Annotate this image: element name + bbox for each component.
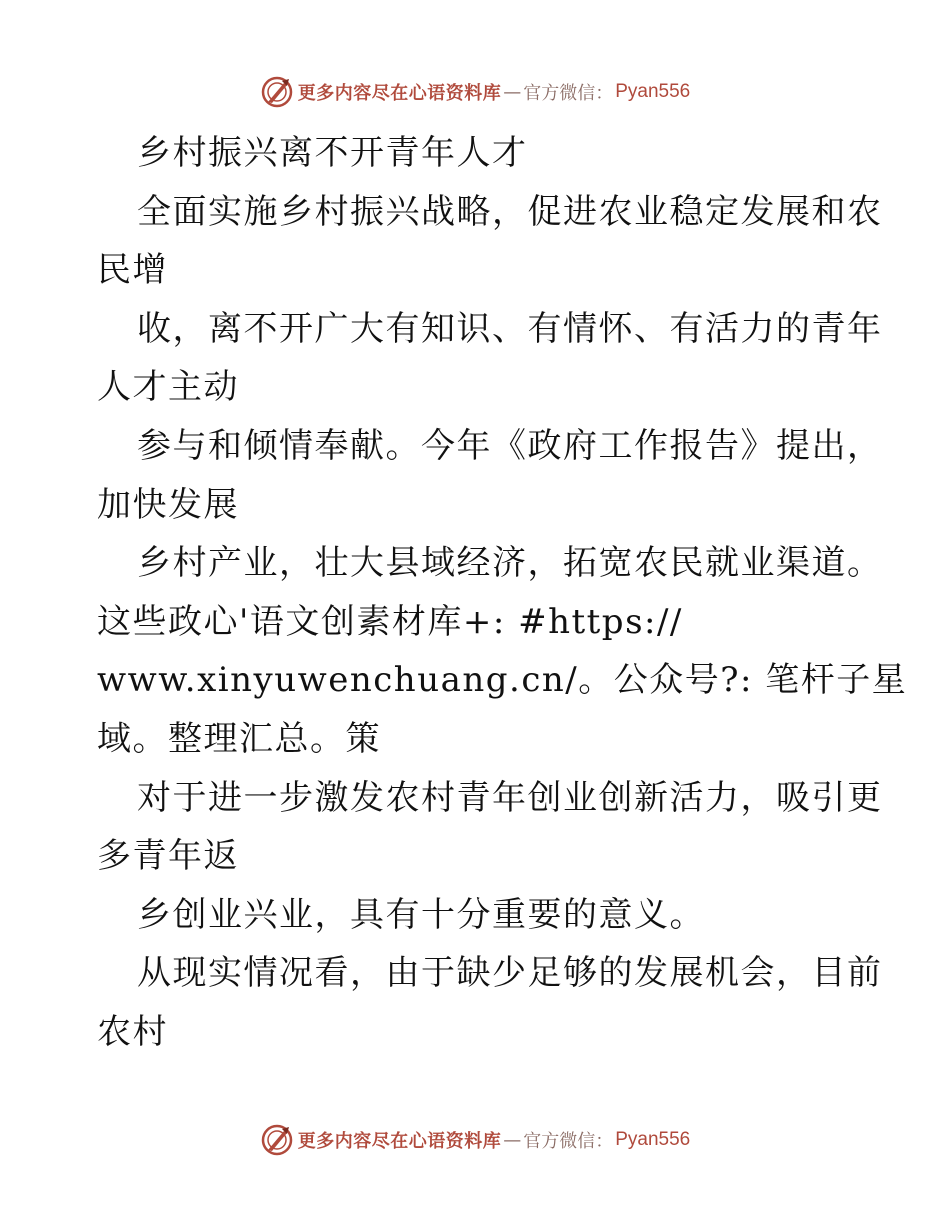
paragraph-line: 乡村产业，壮大县域经济，拓宽农民就业渠道。 xyxy=(137,543,883,584)
quill-seal-logo-icon xyxy=(260,75,294,109)
paragraph-line: 对于进一步激发农村青年创业创新活力，吸引更 xyxy=(137,777,883,818)
quill-seal-logo-icon xyxy=(260,1123,294,1157)
paragraph-line: 加快发展 xyxy=(97,484,239,525)
paragraph-line: 从现实情况看，由于缺少足够的发展机会，目前 xyxy=(137,953,883,994)
banner-title: 更多内容尽在心语资料库 xyxy=(297,83,502,104)
banner-dash: — xyxy=(503,81,522,103)
document-body xyxy=(97,124,908,1062)
banner-wechat-label: 官方微信： xyxy=(523,1131,614,1152)
paragraph-line: 域。整理汇总。策 xyxy=(97,718,381,759)
paragraph-line: 多青年返 xyxy=(97,836,239,877)
paragraph-line: 参与和倾情奉献。今年《政府工作报告》提出， xyxy=(137,425,883,466)
banner-wechat-label: 官方微信： xyxy=(523,83,614,104)
banner-wechat-id: Pyan556 xyxy=(615,81,691,102)
paragraph-line: 全面实施乡村振兴战略，促进农业稳定发展和农 xyxy=(137,191,883,232)
banner-title: 更多内容尽在心语资料库 xyxy=(297,1131,502,1152)
paragraph-line-url: www.xinyuwenchuang.cn/。公众号?: 笔杆子星 xyxy=(97,660,908,701)
footer-watermark-banner xyxy=(0,1120,950,1160)
paragraph-line: 人才主动 xyxy=(97,367,239,408)
paragraph-line-url: 这些政心'语文创素材库+: #https:// xyxy=(97,601,683,642)
paragraph-line: 农村 xyxy=(97,1011,168,1052)
paragraph-line: 乡创业兴业，具有十分重要的意义。 xyxy=(137,894,705,935)
paragraph-line: 乡村振兴离不开青年人才 xyxy=(137,133,528,173)
banner-wechat-id: Pyan556 xyxy=(615,1129,691,1150)
banner-dash: — xyxy=(503,1129,522,1151)
paragraph-line: 收，离不开广大有知识、有情怀、有活力的青年 xyxy=(137,308,883,349)
header-watermark-banner xyxy=(0,72,950,112)
paragraph-line: 民增 xyxy=(97,250,168,291)
